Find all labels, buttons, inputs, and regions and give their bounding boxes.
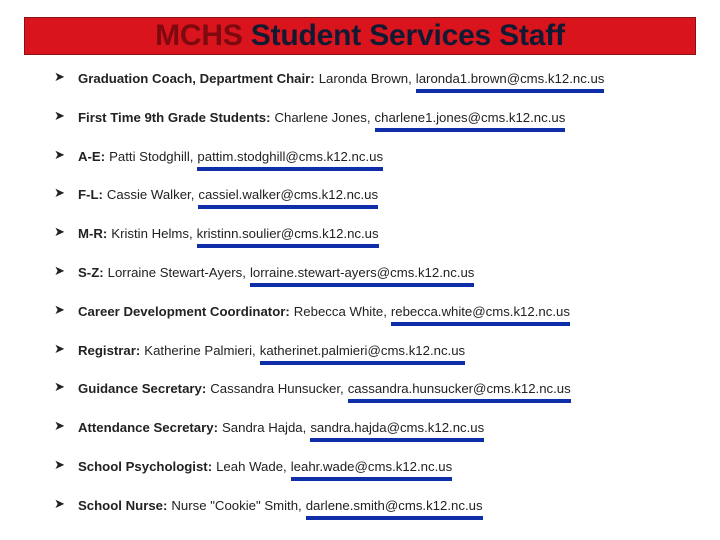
- email-link[interactable]: cassiel.walker@cms.k12.nc.us: [198, 187, 378, 209]
- list-item: [54, 221, 704, 260]
- staff-name: Cassie Walker,: [106, 187, 195, 203]
- arrow-bullet-icon: ➤: [54, 418, 65, 434]
- staff-entry: [78, 71, 604, 93]
- staff-entry: [78, 420, 484, 442]
- list-item: [54, 260, 704, 299]
- email-link[interactable]: leahr.wade@cms.k12.nc.us: [291, 459, 452, 481]
- staff-role: F-L:: [78, 187, 103, 203]
- arrow-bullet-icon: ➤: [54, 224, 65, 240]
- email-link[interactable]: pattim.stodghill@cms.k12.nc.us: [197, 149, 383, 171]
- list-item: [54, 66, 704, 105]
- email-link[interactable]: sandra.hajda@cms.k12.nc.us: [310, 420, 484, 442]
- staff-list: [54, 66, 704, 532]
- arrow-bullet-icon: ➤: [54, 340, 65, 356]
- page-title: [155, 21, 565, 51]
- email-link[interactable]: kristinn.soulier@cms.k12.nc.us: [197, 226, 379, 248]
- arrow-bullet-icon: ➤: [54, 456, 65, 472]
- staff-role: M-R:: [78, 226, 108, 242]
- email-link[interactable]: laronda1.brown@cms.k12.nc.us: [416, 71, 605, 93]
- title-bar: [24, 17, 696, 55]
- staff-name: Cassandra Hunsucker,: [210, 381, 344, 397]
- staff-entry: [78, 343, 465, 365]
- arrow-bullet-icon: ➤: [54, 301, 65, 317]
- title-rest: Student Services Staff: [242, 19, 565, 52]
- staff-entry: [78, 226, 379, 248]
- staff-entry: [78, 265, 474, 287]
- email-link[interactable]: lorraine.stewart-ayers@cms.k12.nc.us: [250, 265, 474, 287]
- list-item: [54, 182, 704, 221]
- arrow-bullet-icon: ➤: [54, 262, 65, 278]
- title-prefix: MCHS: [155, 19, 243, 52]
- email-link[interactable]: darlene.smith@cms.k12.nc.us: [306, 498, 483, 520]
- staff-name: Charlene Jones,: [274, 109, 371, 125]
- list-item: [54, 415, 704, 454]
- staff-name: Laronda Brown,: [318, 71, 412, 86]
- staff-name: Lorraine Stewart-Ayers,: [107, 264, 246, 280]
- staff-role: School Nurse:: [78, 497, 168, 513]
- list-item: [54, 105, 704, 144]
- staff-entry: [78, 110, 565, 132]
- list-item: [54, 493, 704, 532]
- staff-role: Attendance Secretary:: [78, 420, 218, 436]
- list-item: [54, 376, 704, 415]
- arrow-bullet-icon: ➤: [54, 146, 65, 162]
- arrow-bullet-icon: ➤: [54, 495, 65, 511]
- arrow-bullet-icon: ➤: [54, 185, 65, 201]
- staff-name: Patti Stodghill,: [109, 148, 194, 164]
- staff-role: S-Z:: [78, 264, 104, 280]
- email-link[interactable]: katherinet.palmieri@cms.k12.nc.us: [260, 343, 465, 365]
- email-link[interactable]: rebecca.white@cms.k12.nc.us: [391, 304, 570, 326]
- staff-entry: [78, 149, 383, 171]
- staff-role: Guidance Secretary:: [78, 381, 207, 397]
- list-item: [54, 454, 704, 493]
- staff-role: School Psychologist:: [78, 458, 213, 474]
- staff-name: Rebecca White,: [293, 303, 387, 319]
- staff-role: A-E:: [78, 148, 106, 164]
- staff-name: Sandra Hajda,: [222, 420, 307, 436]
- list-item: [54, 144, 704, 183]
- arrow-bullet-icon: ➤: [54, 107, 65, 123]
- staff-entry: [78, 459, 452, 481]
- staff-entry: [78, 304, 570, 326]
- staff-role: First Time 9th Grade Students:: [78, 109, 271, 125]
- staff-name: Leah Wade,: [216, 458, 287, 474]
- list-item: [54, 338, 704, 377]
- staff-entry: [78, 381, 571, 403]
- arrow-bullet-icon: ➤: [54, 379, 65, 395]
- staff-name: Nurse "Cookie" Smith,: [171, 497, 302, 513]
- arrow-bullet-icon: ➤: [54, 69, 65, 84]
- list-item: [54, 299, 704, 338]
- staff-entry: [78, 498, 483, 520]
- staff-name: Kristin Helms,: [111, 226, 193, 242]
- staff-role: Registrar:: [78, 342, 141, 358]
- email-link[interactable]: charlene1.jones@cms.k12.nc.us: [375, 110, 566, 132]
- staff-role: Career Development Coordinator:: [78, 303, 290, 319]
- staff-name: Katherine Palmieri,: [144, 342, 256, 358]
- staff-entry: [78, 187, 378, 209]
- staff-role: Graduation Coach, Department Chair:: [78, 71, 315, 86]
- email-link[interactable]: cassandra.hunsucker@cms.k12.nc.us: [348, 381, 571, 403]
